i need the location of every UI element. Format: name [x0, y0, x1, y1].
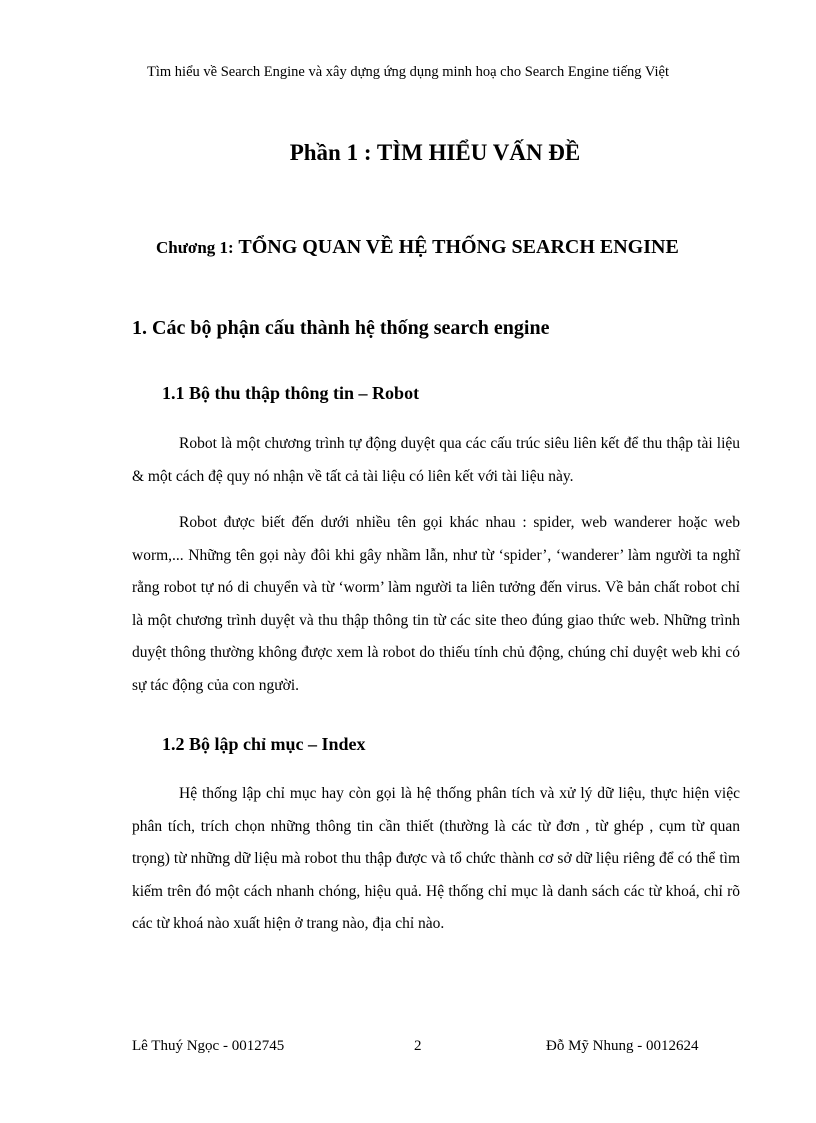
subsection-title-robot: 1.1 Bộ thu thập thông tin – Robot	[162, 383, 420, 403]
page-number: 2	[414, 1038, 422, 1054]
paragraph: Robot là một chương trình tự động duyệt qua các cấu trúc siêu liên kết để thu thập tài liệu & một cách đệ quy nó nhận về tất cả tài liệu có liên kết với tài liệu này.	[132, 435, 740, 485]
chapter-heading: TỔNG QUAN VỀ HỆ THỐNG SEARCH ENGINE	[233, 236, 679, 258]
footer-author-right: Đỗ Mỹ Nhung - 0012624	[546, 1038, 699, 1054]
running-header: Tìm hiểu về Search Engine và xây dựng ứng dụng minh hoạ cho Search Engine tiếng Việt	[147, 64, 669, 80]
section-title: 1. Các bộ phận cấu thành hệ thống search engine	[132, 317, 550, 339]
chapter-prefix: Chương 1:	[156, 238, 234, 257]
footer-author-left: Lê Thuý Ngọc - 0012745	[132, 1038, 285, 1054]
paragraph: Robot được biết đến dưới nhiều tên gọi khác nhau : spider, web wanderer hoặc web worm,... Những tên gọi này đôi khi gây nhầm lẫn, như từ ‘spider’, ‘wanderer’ làm người ta nghĩ rằng robot tự nó di chuyển và từ ‘worm’ làm người ta liên tưởng đến virus. Về bản chất robot chỉ là một chương trình duyệt và thu thập thông tin từ các site theo đúng giao thức web. Những trình duyệt thông thường không được xem là robot do thiếu tính chủ động, chúng chỉ duyệt web khi có sự tác động của con người.	[132, 514, 740, 694]
paragraph: Hệ thống lập chỉ mục hay còn gọi là hệ thống phân tích và xử lý dữ liệu, thực hiện việc phân tích, trích chọn những thông tin cần thiết (thường là các từ đơn , từ ghép , cụm từ quan trọng) từ những dữ liệu mà robot thu thập được và tổ chức thành cơ sở dữ liệu riêng để có thể tìm kiếm trên đó một cách nhanh chóng, hiệu quả. Hệ thống chỉ mục là danh sách các từ khoá, chỉ rõ các từ khoá nào xuất hiện ở trang nào, địa chỉ nào.	[132, 785, 740, 932]
part-title: Phần 1 : TÌM HIỂU VẤN ĐỀ	[289, 140, 581, 165]
chapter-title	[156, 232, 679, 264]
subsection-title-index: 1.2 Bộ lập chỉ mục – Index	[162, 734, 366, 754]
